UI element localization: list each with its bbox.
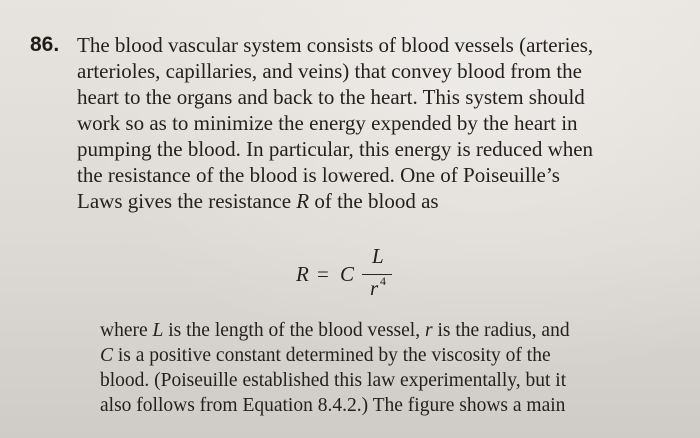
variable-r: r [424, 320, 433, 341]
text-line: The blood vascular system consists of blood vessels (arteries, [77, 33, 594, 57]
formula-numerator: L [372, 244, 384, 268]
problem-number: 86. [30, 33, 60, 56]
text-line: blood. (Poiseuille established this law experimentally, but it [100, 370, 567, 391]
formula-denominator: r [370, 276, 379, 300]
variable-L: L [152, 320, 164, 341]
text-fragment: is a positive constant determined by the viscosity of the [113, 345, 551, 366]
text-fragment: of the blood as [309, 189, 439, 213]
formula-equals: = [317, 262, 329, 286]
formula-exponent: 4 [380, 274, 386, 288]
text-fragment: is the length of the blood vessel, [163, 320, 425, 341]
text-line: work so as to minimize the energy expended by the heart in [77, 111, 578, 135]
variable-R: R [296, 189, 310, 213]
explanation-paragraph [100, 318, 660, 418]
text-line: also follows from Equation 8.4.2.) The figure shows a main [100, 395, 566, 416]
text-line: arterioles, capillaries, and veins) that convey blood from the [77, 59, 582, 83]
text-fragment: is the radius, and [432, 320, 570, 341]
text-line: the resistance of the blood is lowered. One of Poiseuille’s [77, 163, 560, 187]
text-line [100, 318, 660, 343]
text-line [77, 188, 677, 214]
problem-paragraph [77, 32, 677, 214]
text-line [100, 343, 660, 368]
text-line: heart to the organs and back to the heart. This system should [77, 85, 585, 109]
text-fragment: where [100, 320, 153, 341]
variable-C: C [100, 345, 114, 366]
fraction-bar [362, 274, 392, 275]
formula-constant: C [340, 262, 355, 286]
text-line: pumping the blood. In particular, this energy is reduced when [77, 137, 594, 161]
poiseuille-formula [296, 244, 436, 304]
text-fragment: Laws gives the resistance [77, 189, 297, 213]
formula-lhs: R [296, 262, 309, 286]
